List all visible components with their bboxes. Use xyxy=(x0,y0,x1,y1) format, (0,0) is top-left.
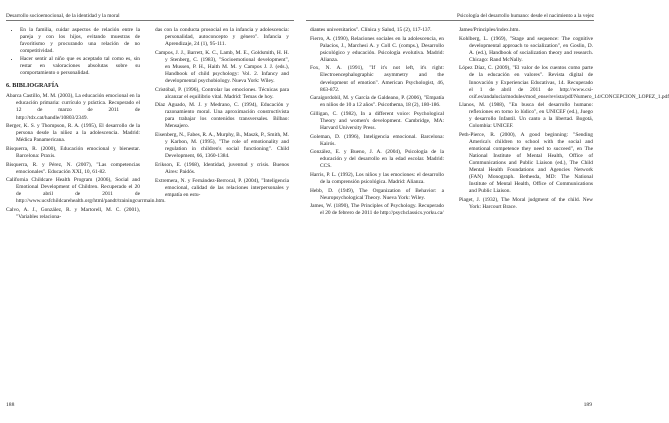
bullet-item: • En la familia, cuidar aspectos de relación entre la pareja y con los hijos, evitando muestras de favoritismo y procurando una relación de no competitividad. xyxy=(20,27,140,55)
reference-entry: Calvo, A. J., González, R. y Martorell, M. C. (2001), "Variables relaciona- xyxy=(6,207,140,221)
reference-entry: Bisquerra, R. y Pérez, N. (2007), "Las competencias emocionales". Educación XXI, 10, 61-82. xyxy=(6,161,140,175)
page-number: 188 xyxy=(6,402,15,408)
reference-entry: Peth-Pierce, R. (2000), A good beginning: "Sending America's children to school with the social and emotional competence they need to succeed", en The National Institute of Mental Health, Office of Communications and Public Liaison (ed.), The Child Mental Health Foundations and Agencies Network (FAN) Monograph. Bethesda, MD: The National Institute of Mental Health, Office of Communications and Public Liaison. xyxy=(459,132,593,195)
reference-entry: Erikson, E. (1968), Identidad, juventud y crisis. Buenos Aires: Paidós. xyxy=(155,161,289,175)
reference-entry: James/Principles/index.htm. xyxy=(459,27,520,33)
reference-entry: Cristóbal, P. (1996), Controlar las emociones. Técnicas para alcanzar el equilibrio vital. Madrid: Temas de hoy. xyxy=(155,86,289,100)
reference-entry: Campos, J. J., Barrett, K. C., Lamb, M. E., Goldsmith, H. H. y Stenberg, C. (1983), "Socioemotional development", en Mussen, P. H., Haith M. M. y Campos J. J. (eds.), Handbook of child psychology: Vol. 2. Infancy and developmental psychobiology. Nueva York: Wiley. xyxy=(155,49,289,84)
reference-entry: Piaget, J. (1932), The Moral judgment of the child. New York: Harcourt Brace. xyxy=(459,197,593,211)
reference-entry: Kohlberg, L. (1969), "Stage and sequence: The cognitive developmental approach to socialization", en Goslin, D. A. (ed.), Handbook of socialization theory and research. Chicago: Rand McNally. xyxy=(459,35,593,63)
reference-entry: Extremera, N. y Fernández-Berrocal, P. (2004), "Inteligencia emocional, calidad de las relaciones interpersonales y empatía en estu- xyxy=(155,177,289,198)
right-running-header: Psicología del desarrollo humano: desde el nacimiento a la vejez xyxy=(306,13,594,21)
reference-entry: Garaigordobil, M. y García de Galdeano, P. (2006), "Empatía en niños de 10 a 12 años". Psicothema, 18 (2), 180-186. xyxy=(310,95,444,109)
reference-entry: López Díaz, C. (2009), "El valor de los cuentos como parte de la educación en valores". Revista digital de Innovación y Experiencias Educativas, 14. Recuperado el 1 de abril de 2011 de http://www.csi-csif.es/andalucia/modules/mod_ense/revista/pdf/Numero_14/CONCEPCION_LOPEZ_1.pdf xyxy=(459,65,669,100)
reference-entry: James, W. (1890), The Principles of Psychology. Recuperado el 20 de febrero de 2011 de http://psychclassics.yorku.ca/ xyxy=(310,203,444,217)
reference-entry: Abarca Castillo, M. M. (2003), La educación emocional en la educación primaria: currículo y práctica. Recuperado el 12 de marzo de 2011 de http://tdx.cat/handle/10803/2349. xyxy=(6,93,140,121)
reference-entry: Fierro, A. (1990), Relaciones sociales en la adolescencia, en Palacios, J., Marchesi A. y Coll C. (comps.), Desarrollo psicológico y educación. Psicología evolutiva. Madrid: Alianza. xyxy=(310,35,444,63)
reference-entry: Díaz Aguado, M. J. y Medrano, C. (1994), Educación y razonamiento moral. Una aproximación constructivista para trabajar los contenidos transversales. Bilbao: Mensajero. xyxy=(155,102,289,130)
reference-entry: das con la conducta prosocial en la infancia y adolescencia: personalidad, autoconcepto y género". Infancia y Aprendizaje, 24 (1), 95-111. xyxy=(155,27,289,48)
right-page xyxy=(300,0,669,423)
reference-entry: Bisquerra, R. (2000), Educación emocional y bienestar. Barcelona: Praxis. xyxy=(6,145,140,159)
left-column-2 xyxy=(155,27,289,200)
right-column-2 xyxy=(459,27,669,213)
reference-entry: Harris, P. L. (1992), Los niños y las emociones: el desarrollo de la comprensión psicológica. Madrid: Alianza. xyxy=(310,172,444,186)
reference-entry: diantes universitarios". Clínica y Salud, 15 (2), 117-137. xyxy=(310,27,432,33)
page-number: 189 xyxy=(583,402,592,408)
reference-entry: Eisenberg, N., Fabes, R. A., Murphy, B., Maszk, P., Smith, M. y Karbon, M. (1995), "The role of emotionality and regulation in children's social functioning". Child Development, 66, 1360-1384. xyxy=(155,132,289,160)
reference-entry: Gilligan, C. (1982), In a different voice: Psychological Theory and women's development. Cambridge, MA: Harvard University Press. xyxy=(310,110,444,131)
reference-entry: California Childcare Health Program (2006), Social and Emotional Development of Children. Recuperado el 20 de abril de 2011 de http://www.ucsfchildcarehealth.org/html/pandt/trainingcurrmain.htm. xyxy=(6,177,166,205)
left-column-1 xyxy=(6,27,166,223)
left-running-header: Desarrollo socioemocional, de la identidad y la moral xyxy=(6,13,294,21)
reference-entry: González, E. y Bueno, J. A. (2004), Psicología de la educación y del desarrollo en la edad escolar. Madrid: CCS. xyxy=(310,149,444,170)
left-page xyxy=(0,0,300,423)
bullet-item: • Hacer sentir al niño que es aceptado tal como es, sin restar en valoraciones absolutas sobre su comportamiento o personalidad. xyxy=(20,56,140,77)
reference-entry: Berger, K. S. y Thompson, R. A. (1995), El desarrollo de la persona desde la niñez a la adolescencia. Madrid: Médica Panamericana. xyxy=(6,123,140,144)
section-title: 6. BIBLIOGRAFÍA xyxy=(6,82,59,90)
reference-entry: Llanos, M. (1988), "En busca del desarrollo humano: reflexiones en torno lo lúdico", en UNICEF (ed.), Juego y desarrollo Infantil. Un canto a la libertad. Bogotá, Colombia: UNICEF. xyxy=(459,102,593,130)
reference-entry: Hebb, D. (1949), The Organization of Behavior: a Neuropsychological Theory. Nueva York: Wiley. xyxy=(310,187,444,201)
recommendation-list xyxy=(6,27,140,77)
right-column-1 xyxy=(310,27,444,219)
reference-entry: Fox, N. A. (1991), "If it's not left, it's right: Electroencephalographic asymmetry and the development of emotion". American Psychologist, 46, 863-872. xyxy=(310,65,444,93)
reference-entry: Goleman, D. (1996), Inteligencia emocional. Barcelona: Kairós. xyxy=(310,133,444,147)
